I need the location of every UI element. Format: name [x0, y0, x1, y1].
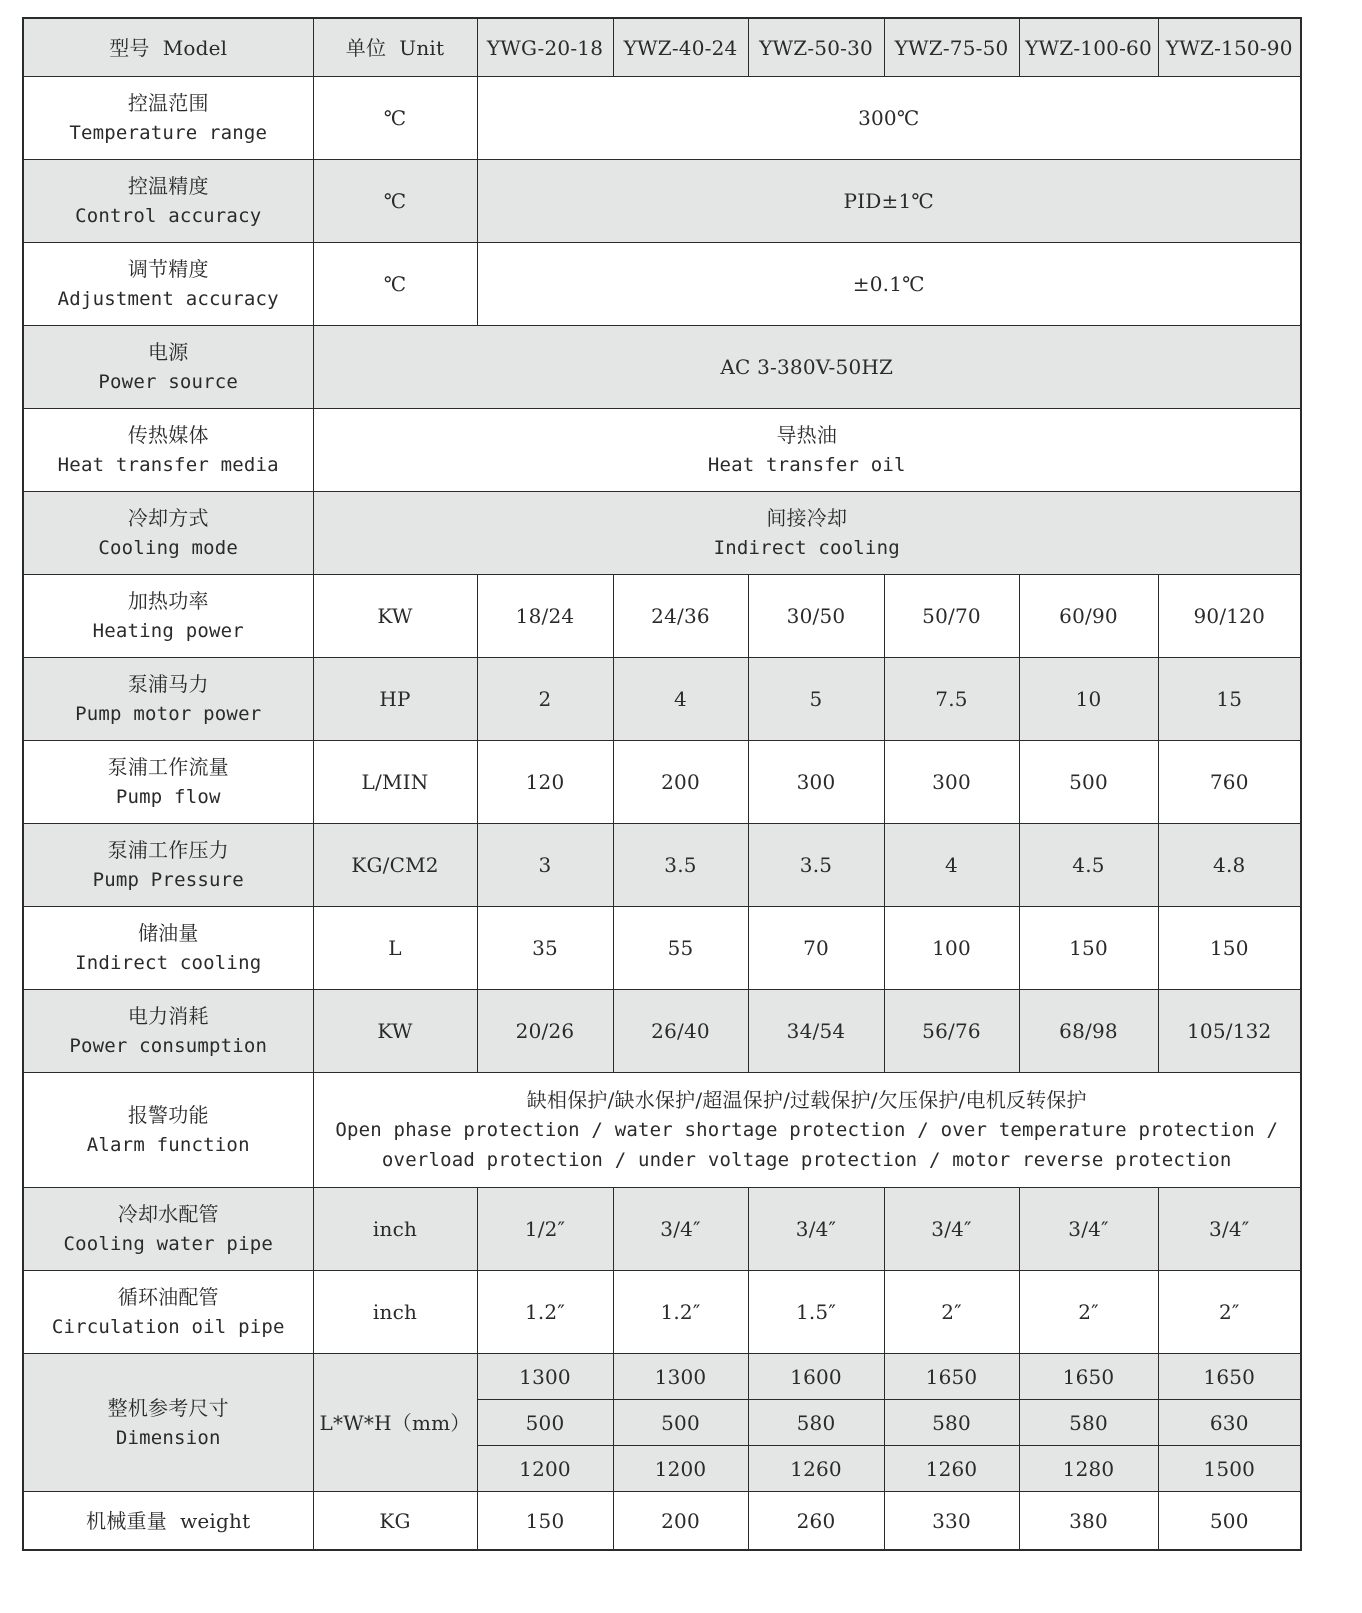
- cell: 7.5: [884, 658, 1019, 741]
- row-value: ±0.1℃: [477, 243, 1301, 326]
- cell: 200: [613, 741, 748, 824]
- model-col: YWZ-150-90: [1158, 18, 1301, 77]
- cell: 500: [613, 1400, 748, 1446]
- cell: 34/54: [748, 990, 884, 1073]
- cell: 1.2″: [477, 1271, 613, 1354]
- row-adjustment-accuracy: [23, 243, 1301, 326]
- cell: 300: [748, 741, 884, 824]
- row-unit: L*W*H（mm）: [313, 1354, 477, 1492]
- row-label: 传热媒体 Heat transfer media: [23, 409, 313, 492]
- row-unit: KW: [313, 990, 477, 1073]
- row-label: 电源 Power source: [23, 326, 313, 409]
- cell: 3/4″: [1019, 1188, 1158, 1271]
- cell: 3/4″: [884, 1188, 1019, 1271]
- cell: 1260: [748, 1446, 884, 1492]
- model-col: YWZ-40-24: [613, 18, 748, 77]
- cell: 1260: [884, 1446, 1019, 1492]
- cell: 1600: [748, 1354, 884, 1400]
- cell: 1.5″: [748, 1271, 884, 1354]
- cell: 90/120: [1158, 575, 1301, 658]
- row-heating-power: [23, 575, 1301, 658]
- cell: 70: [748, 907, 884, 990]
- row-alarm-function: [23, 1073, 1301, 1188]
- cell: 580: [884, 1400, 1019, 1446]
- row-label: 泵浦马力 Pump motor power: [23, 658, 313, 741]
- row-value: 缺相保护/缺水保护/超温保护/过载保护/欠压保护/电机反转保护 Open phase protection / water shortage protection / over temperature protection / overload protection / under voltage protection / motor reverse protection: [313, 1073, 1301, 1188]
- row-label: 机械重量 weight: [23, 1492, 313, 1551]
- row-weight: [23, 1492, 1301, 1551]
- row-heat-transfer-media: [23, 409, 1301, 492]
- cell: 56/76: [884, 990, 1019, 1073]
- cell: 68/98: [1019, 990, 1158, 1073]
- row-cooling-mode: [23, 492, 1301, 575]
- row-unit: inch: [313, 1271, 477, 1354]
- cell: 500: [477, 1400, 613, 1446]
- row-pump-pressure: [23, 824, 1301, 907]
- row-unit: L/MIN: [313, 741, 477, 824]
- cell: 150: [1019, 907, 1158, 990]
- row-value: AC 3-380V-50HZ: [313, 326, 1301, 409]
- cell: 4.5: [1019, 824, 1158, 907]
- cell: 150: [477, 1492, 613, 1551]
- cell: 1650: [884, 1354, 1019, 1400]
- cell: 4.8: [1158, 824, 1301, 907]
- row-value: PID±1℃: [477, 160, 1301, 243]
- row-label: 泵浦工作流量 Pump flow: [23, 741, 313, 824]
- cell: 20/26: [477, 990, 613, 1073]
- cell: 120: [477, 741, 613, 824]
- cell: 630: [1158, 1400, 1301, 1446]
- cell: 30/50: [748, 575, 884, 658]
- row-label: 电力消耗 Power consumption: [23, 990, 313, 1073]
- row-pump-flow: [23, 741, 1301, 824]
- row-label: 冷却方式 Cooling mode: [23, 492, 313, 575]
- row-unit: L: [313, 907, 477, 990]
- cell: 1300: [477, 1354, 613, 1400]
- unit-header: 单位 Unit: [313, 18, 477, 77]
- cell: 24/36: [613, 575, 748, 658]
- model-header: 型号 Model: [23, 18, 313, 77]
- cell: 4: [884, 824, 1019, 907]
- row-label: 控温精度 Control accuracy: [23, 160, 313, 243]
- cell: 3: [477, 824, 613, 907]
- row-value: 导热油 Heat transfer oil: [313, 409, 1301, 492]
- cell: 18/24: [477, 575, 613, 658]
- row-label: 冷却水配管 Cooling water pipe: [23, 1188, 313, 1271]
- row-unit: KW: [313, 575, 477, 658]
- cell: 3.5: [748, 824, 884, 907]
- row-label: 泵浦工作压力 Pump Pressure: [23, 824, 313, 907]
- cell: 10: [1019, 658, 1158, 741]
- cell: 60/90: [1019, 575, 1158, 658]
- row-unit: KG: [313, 1492, 477, 1551]
- header-row: [23, 18, 1301, 77]
- row-circulation-oil-pipe: [23, 1271, 1301, 1354]
- cell: 1280: [1019, 1446, 1158, 1492]
- model-col: YWG-20-18: [477, 18, 613, 77]
- cell: 50/70: [884, 575, 1019, 658]
- cell: 580: [1019, 1400, 1158, 1446]
- cell: 2: [477, 658, 613, 741]
- row-label: 加热功率 Heating power: [23, 575, 313, 658]
- cell: 3/4″: [613, 1188, 748, 1271]
- cell: 200: [613, 1492, 748, 1551]
- cell: 300: [884, 741, 1019, 824]
- row-cooling-water-pipe: [23, 1188, 1301, 1271]
- cell: 55: [613, 907, 748, 990]
- row-unit: ℃: [313, 160, 477, 243]
- cell: 2″: [1158, 1271, 1301, 1354]
- cell: 2″: [1019, 1271, 1158, 1354]
- cell: 760: [1158, 741, 1301, 824]
- row-power-consumption: [23, 990, 1301, 1073]
- row-oil-storage: [23, 907, 1301, 990]
- cell: 260: [748, 1492, 884, 1551]
- row-label: 循环油配管 Circulation oil pipe: [23, 1271, 313, 1354]
- row-label: 报警功能 Alarm function: [23, 1073, 313, 1188]
- cell: 580: [748, 1400, 884, 1446]
- cell: 330: [884, 1492, 1019, 1551]
- cell: 26/40: [613, 990, 748, 1073]
- row-unit: ℃: [313, 243, 477, 326]
- row-unit: ℃: [313, 77, 477, 160]
- cell: 1500: [1158, 1446, 1301, 1492]
- cell: 3.5: [613, 824, 748, 907]
- model-col: YWZ-50-30: [748, 18, 884, 77]
- row-value: 间接冷却 Indirect cooling: [313, 492, 1301, 575]
- row-temperature-range: [23, 77, 1301, 160]
- cell: 380: [1019, 1492, 1158, 1551]
- row-control-accuracy: [23, 160, 1301, 243]
- model-col: YWZ-75-50: [884, 18, 1019, 77]
- cell: 500: [1158, 1492, 1301, 1551]
- row-value: 300℃: [477, 77, 1301, 160]
- row-pump-motor-power: [23, 658, 1301, 741]
- cell: 3/4″: [748, 1188, 884, 1271]
- cell: 105/132: [1158, 990, 1301, 1073]
- cell: 1650: [1158, 1354, 1301, 1400]
- cell: 500: [1019, 741, 1158, 824]
- spec-table: [22, 17, 1302, 1551]
- cell: 1200: [477, 1446, 613, 1492]
- cell: 15: [1158, 658, 1301, 741]
- row-unit: KG/CM2: [313, 824, 477, 907]
- row-label: 调节精度 Adjustment accuracy: [23, 243, 313, 326]
- row-power-source: [23, 326, 1301, 409]
- cell: 1200: [613, 1446, 748, 1492]
- row-unit: inch: [313, 1188, 477, 1271]
- row-label: 控温范围 Temperature range: [23, 77, 313, 160]
- cell: 3/4″: [1158, 1188, 1301, 1271]
- cell: 150: [1158, 907, 1301, 990]
- cell: 4: [613, 658, 748, 741]
- row-label: 储油量 Indirect cooling: [23, 907, 313, 990]
- model-col: YWZ-100-60: [1019, 18, 1158, 77]
- row-dimension-length: [23, 1354, 1301, 1400]
- cell: 2″: [884, 1271, 1019, 1354]
- cell: 35: [477, 907, 613, 990]
- cell: 1300: [613, 1354, 748, 1400]
- cell: 1/2″: [477, 1188, 613, 1271]
- row-label: 整机参考尺寸 Dimension: [23, 1354, 313, 1492]
- cell: 5: [748, 658, 884, 741]
- cell: 1650: [1019, 1354, 1158, 1400]
- cell: 100: [884, 907, 1019, 990]
- row-unit: HP: [313, 658, 477, 741]
- cell: 1.2″: [613, 1271, 748, 1354]
